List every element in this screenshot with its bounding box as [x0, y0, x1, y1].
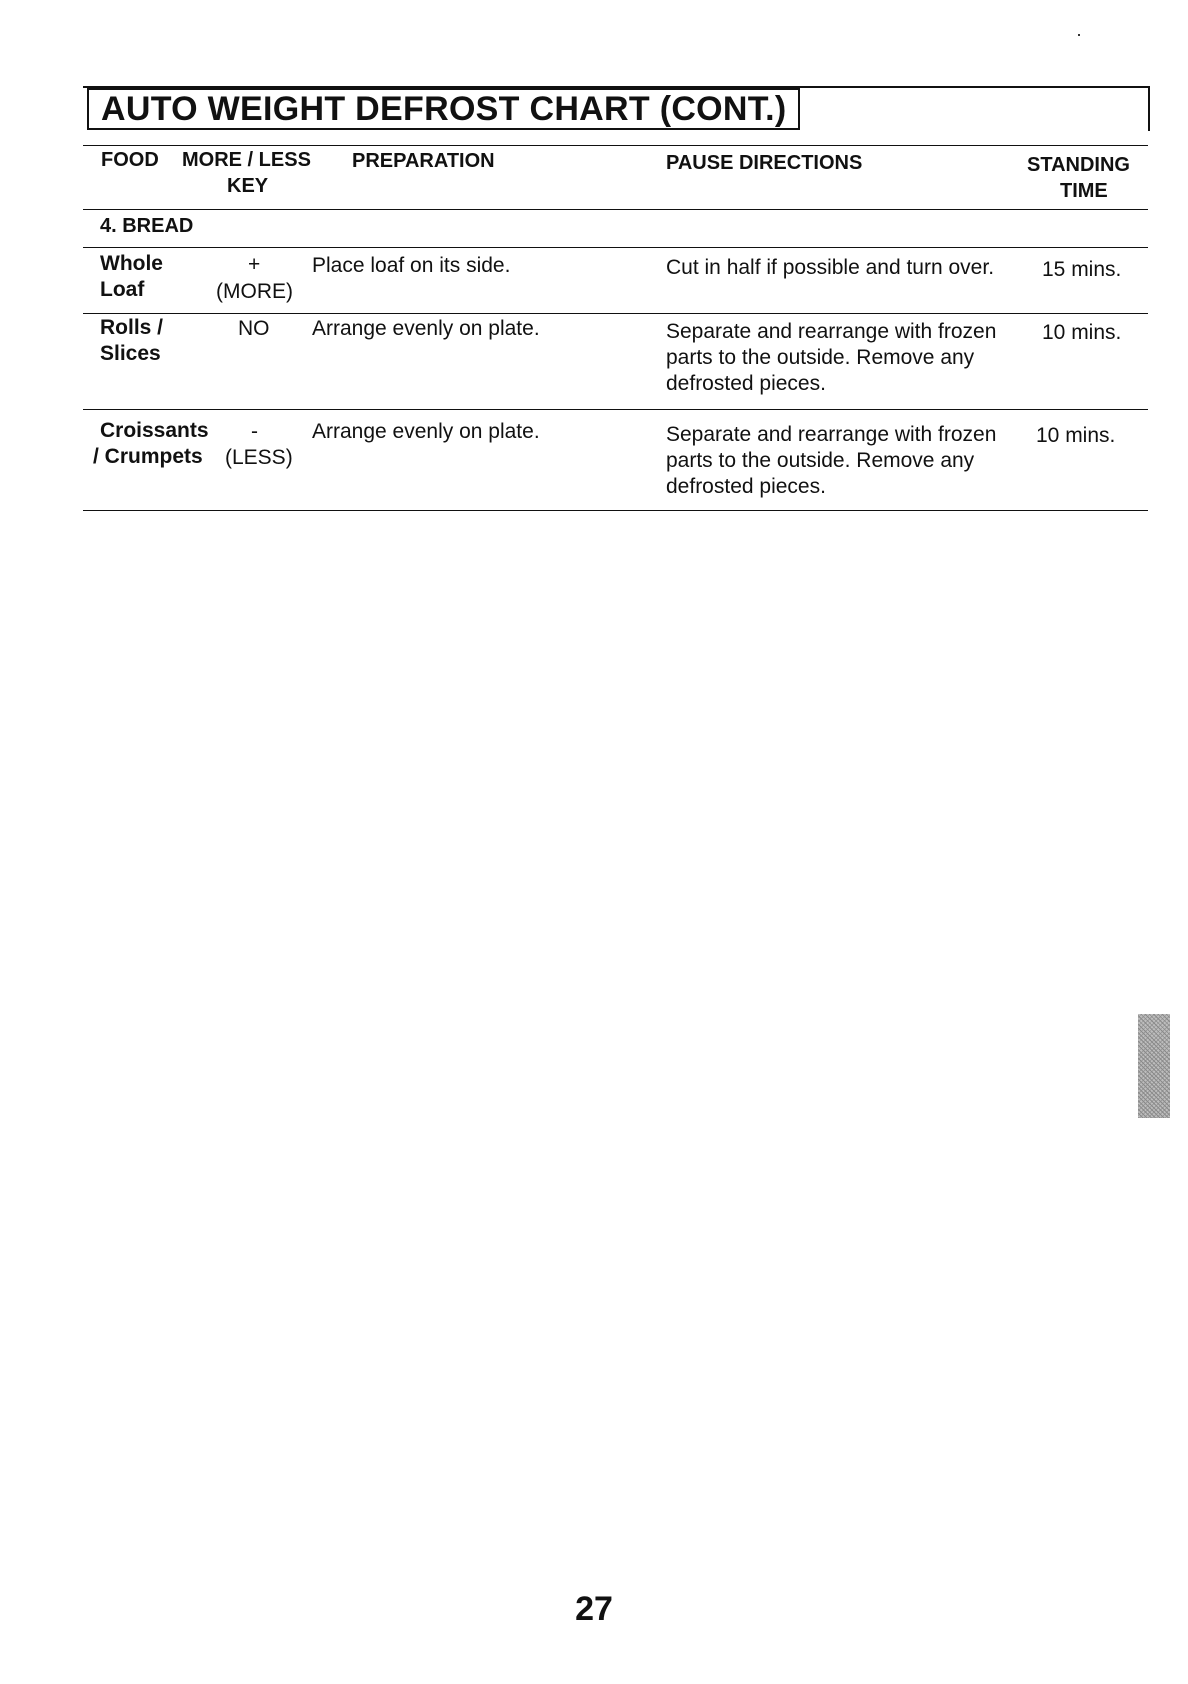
header-top-rule — [83, 145, 1148, 146]
page-title: AUTO WEIGHT DEFROST CHART (CONT.) — [87, 88, 800, 130]
row-croissants-pause-line2: parts to the outside. Remove any — [666, 449, 975, 472]
row-rolls-slices-pause-line3: defrosted pieces. — [666, 372, 826, 395]
row-croissants-key-label: (LESS) — [225, 446, 293, 469]
row-croissants-pause-line3: defrosted pieces. — [666, 475, 826, 498]
row-rolls-slices-food-line1: Rolls / — [100, 316, 164, 339]
header-standing: STANDING — [1027, 154, 1130, 176]
row-whole-loaf-key-symbol: + — [248, 253, 261, 276]
row-whole-loaf-food-line1: Whole — [100, 252, 163, 275]
row-rule-1 — [83, 313, 1148, 314]
row-croissants-standing-time: 10 mins. — [1036, 424, 1116, 447]
row-whole-loaf-pause-directions: Cut in half if possible and turn over. — [666, 256, 995, 279]
header-pause-directions: PAUSE DIRECTIONS — [666, 152, 863, 174]
header-time: TIME — [1060, 180, 1108, 202]
scan-speck — [1078, 34, 1080, 36]
row-croissants-food-line1: Croissants — [100, 419, 209, 442]
header-preparation: PREPARATION — [352, 150, 495, 172]
header-food: FOOD — [101, 149, 159, 171]
row-rule-2 — [83, 409, 1148, 410]
row-rolls-slices-key: NO — [238, 317, 270, 340]
row-croissants-key-symbol: - — [251, 420, 258, 443]
row-croissants-preparation: Arrange evenly on plate. — [312, 420, 540, 443]
row-whole-loaf-standing-time: 15 mins. — [1042, 258, 1122, 281]
row-whole-loaf-food-line2: Loaf — [100, 278, 145, 301]
header-key: KEY — [227, 175, 269, 197]
row-rolls-slices-preparation: Arrange evenly on plate. — [312, 317, 540, 340]
row-croissants-food-line2: / Crumpets — [93, 445, 203, 468]
row-croissants-pause-line1: Separate and rearrange with frozen — [666, 423, 997, 446]
header-more-less: MORE / LESS — [182, 149, 311, 171]
table-bottom-rule — [83, 510, 1148, 511]
section-title: 4. BREAD — [100, 215, 194, 237]
row-whole-loaf-key-label: (MORE) — [216, 280, 293, 303]
row-rolls-slices-pause-line1: Separate and rearrange with frozen — [666, 320, 997, 343]
section-rule — [83, 247, 1148, 248]
page-number: 27 — [575, 1590, 613, 1628]
section-tab-marker — [1138, 1014, 1170, 1118]
header-bottom-rule — [83, 209, 1148, 210]
row-rolls-slices-food-line2: Slices — [100, 342, 161, 365]
row-rolls-slices-standing-time: 10 mins. — [1042, 321, 1122, 344]
row-whole-loaf-preparation: Place loaf on its side. — [312, 254, 511, 277]
row-rolls-slices-pause-line2: parts to the outside. Remove any — [666, 346, 975, 369]
